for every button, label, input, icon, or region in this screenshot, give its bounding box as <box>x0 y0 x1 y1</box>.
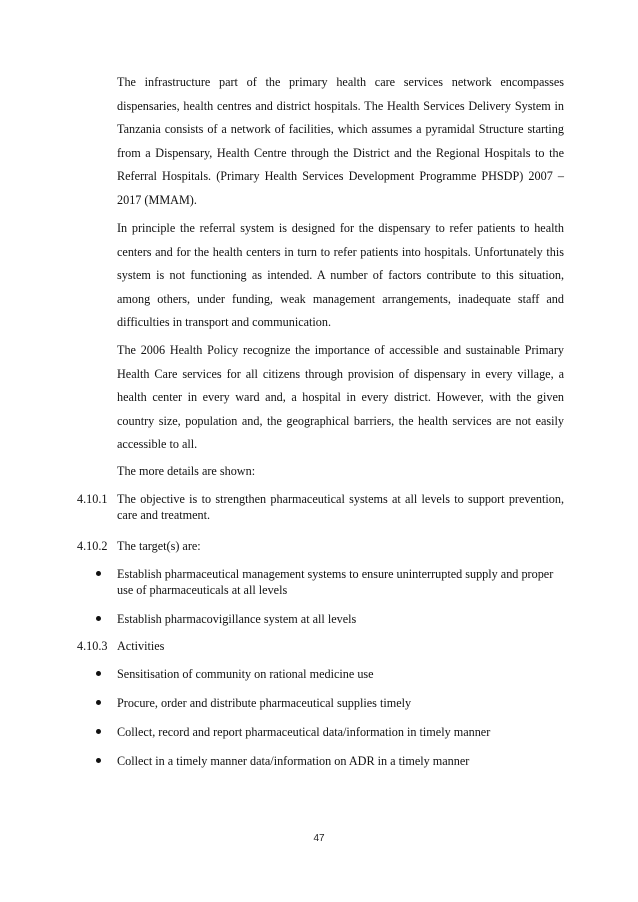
list-item-text: Establish pharmacovigillance system at all levels <box>117 612 357 626</box>
section-number: 4.10.2 <box>77 539 108 553</box>
paragraph-referral-system: In principle the referral system is designed for the dispensary to refer patients to health centers and for the health centers in turn to refer patients into hospitals. Unfortunately this system is not functioning as intended. A number of factors contribute to this situation, among others, under funding, weak management arrangements, inadequate staff and difficulties in transport and communication. <box>117 221 564 330</box>
paragraph-health-policy: The 2006 Health Policy recognize the importance of accessible and sustainable Primary Health Care services for all citizens through provision of dispensary in every village, a health center in every ward and, a hospital in every district. However, with the given country size, population and, the geographical barriers, the health services are not easily accessible to all. <box>117 343 564 452</box>
list-item-text: Collect in a timely manner data/information on ADR in a timely manner <box>117 754 470 768</box>
bullet-icon <box>96 571 101 576</box>
section-targets-text: The target(s) are: <box>117 539 201 553</box>
section-activities-text: Activities <box>117 639 165 653</box>
bullet-icon <box>96 616 101 621</box>
list-item-text: Procure, order and distribute pharmaceutical supplies timely <box>117 696 412 710</box>
list-item-text: Sensitisation of community on rational medicine use <box>117 667 374 681</box>
section-number: 4.10.3 <box>77 639 108 653</box>
list-item-text: Establish pharmaceutical management systems to ensure uninterrupted supply and proper use of pharmaceuticals at all levels <box>117 567 554 597</box>
section-number: 4.10.1 <box>77 492 108 506</box>
bullet-icon <box>96 671 101 676</box>
bullet-icon <box>96 729 101 734</box>
bullet-icon <box>96 700 101 705</box>
bullet-icon <box>96 758 101 763</box>
list-item-text: Collect, record and report pharmaceutical data/information in timely manner <box>117 725 491 739</box>
page-number: 47 <box>313 833 325 844</box>
paragraph-infrastructure: The infrastructure part of the primary health care services network encompasses dispensaries, health centres and district hospitals. The Health Services Delivery System in Tanzania consists of a network of facilities, which assumes a pyramidal Structure starting from a Dispensary, Health Centre through the District and the Regional Hospitals to the Referral Hospitals. (Primary Health Services Development Programme PHSDP) 2007 – 2017 (MMAM). <box>117 75 564 207</box>
section-objective-text: The objective is to strengthen pharmaceutical systems at all levels to support prevention, care and treatment. <box>117 492 564 522</box>
intro-line: The more details are shown: <box>117 464 256 478</box>
